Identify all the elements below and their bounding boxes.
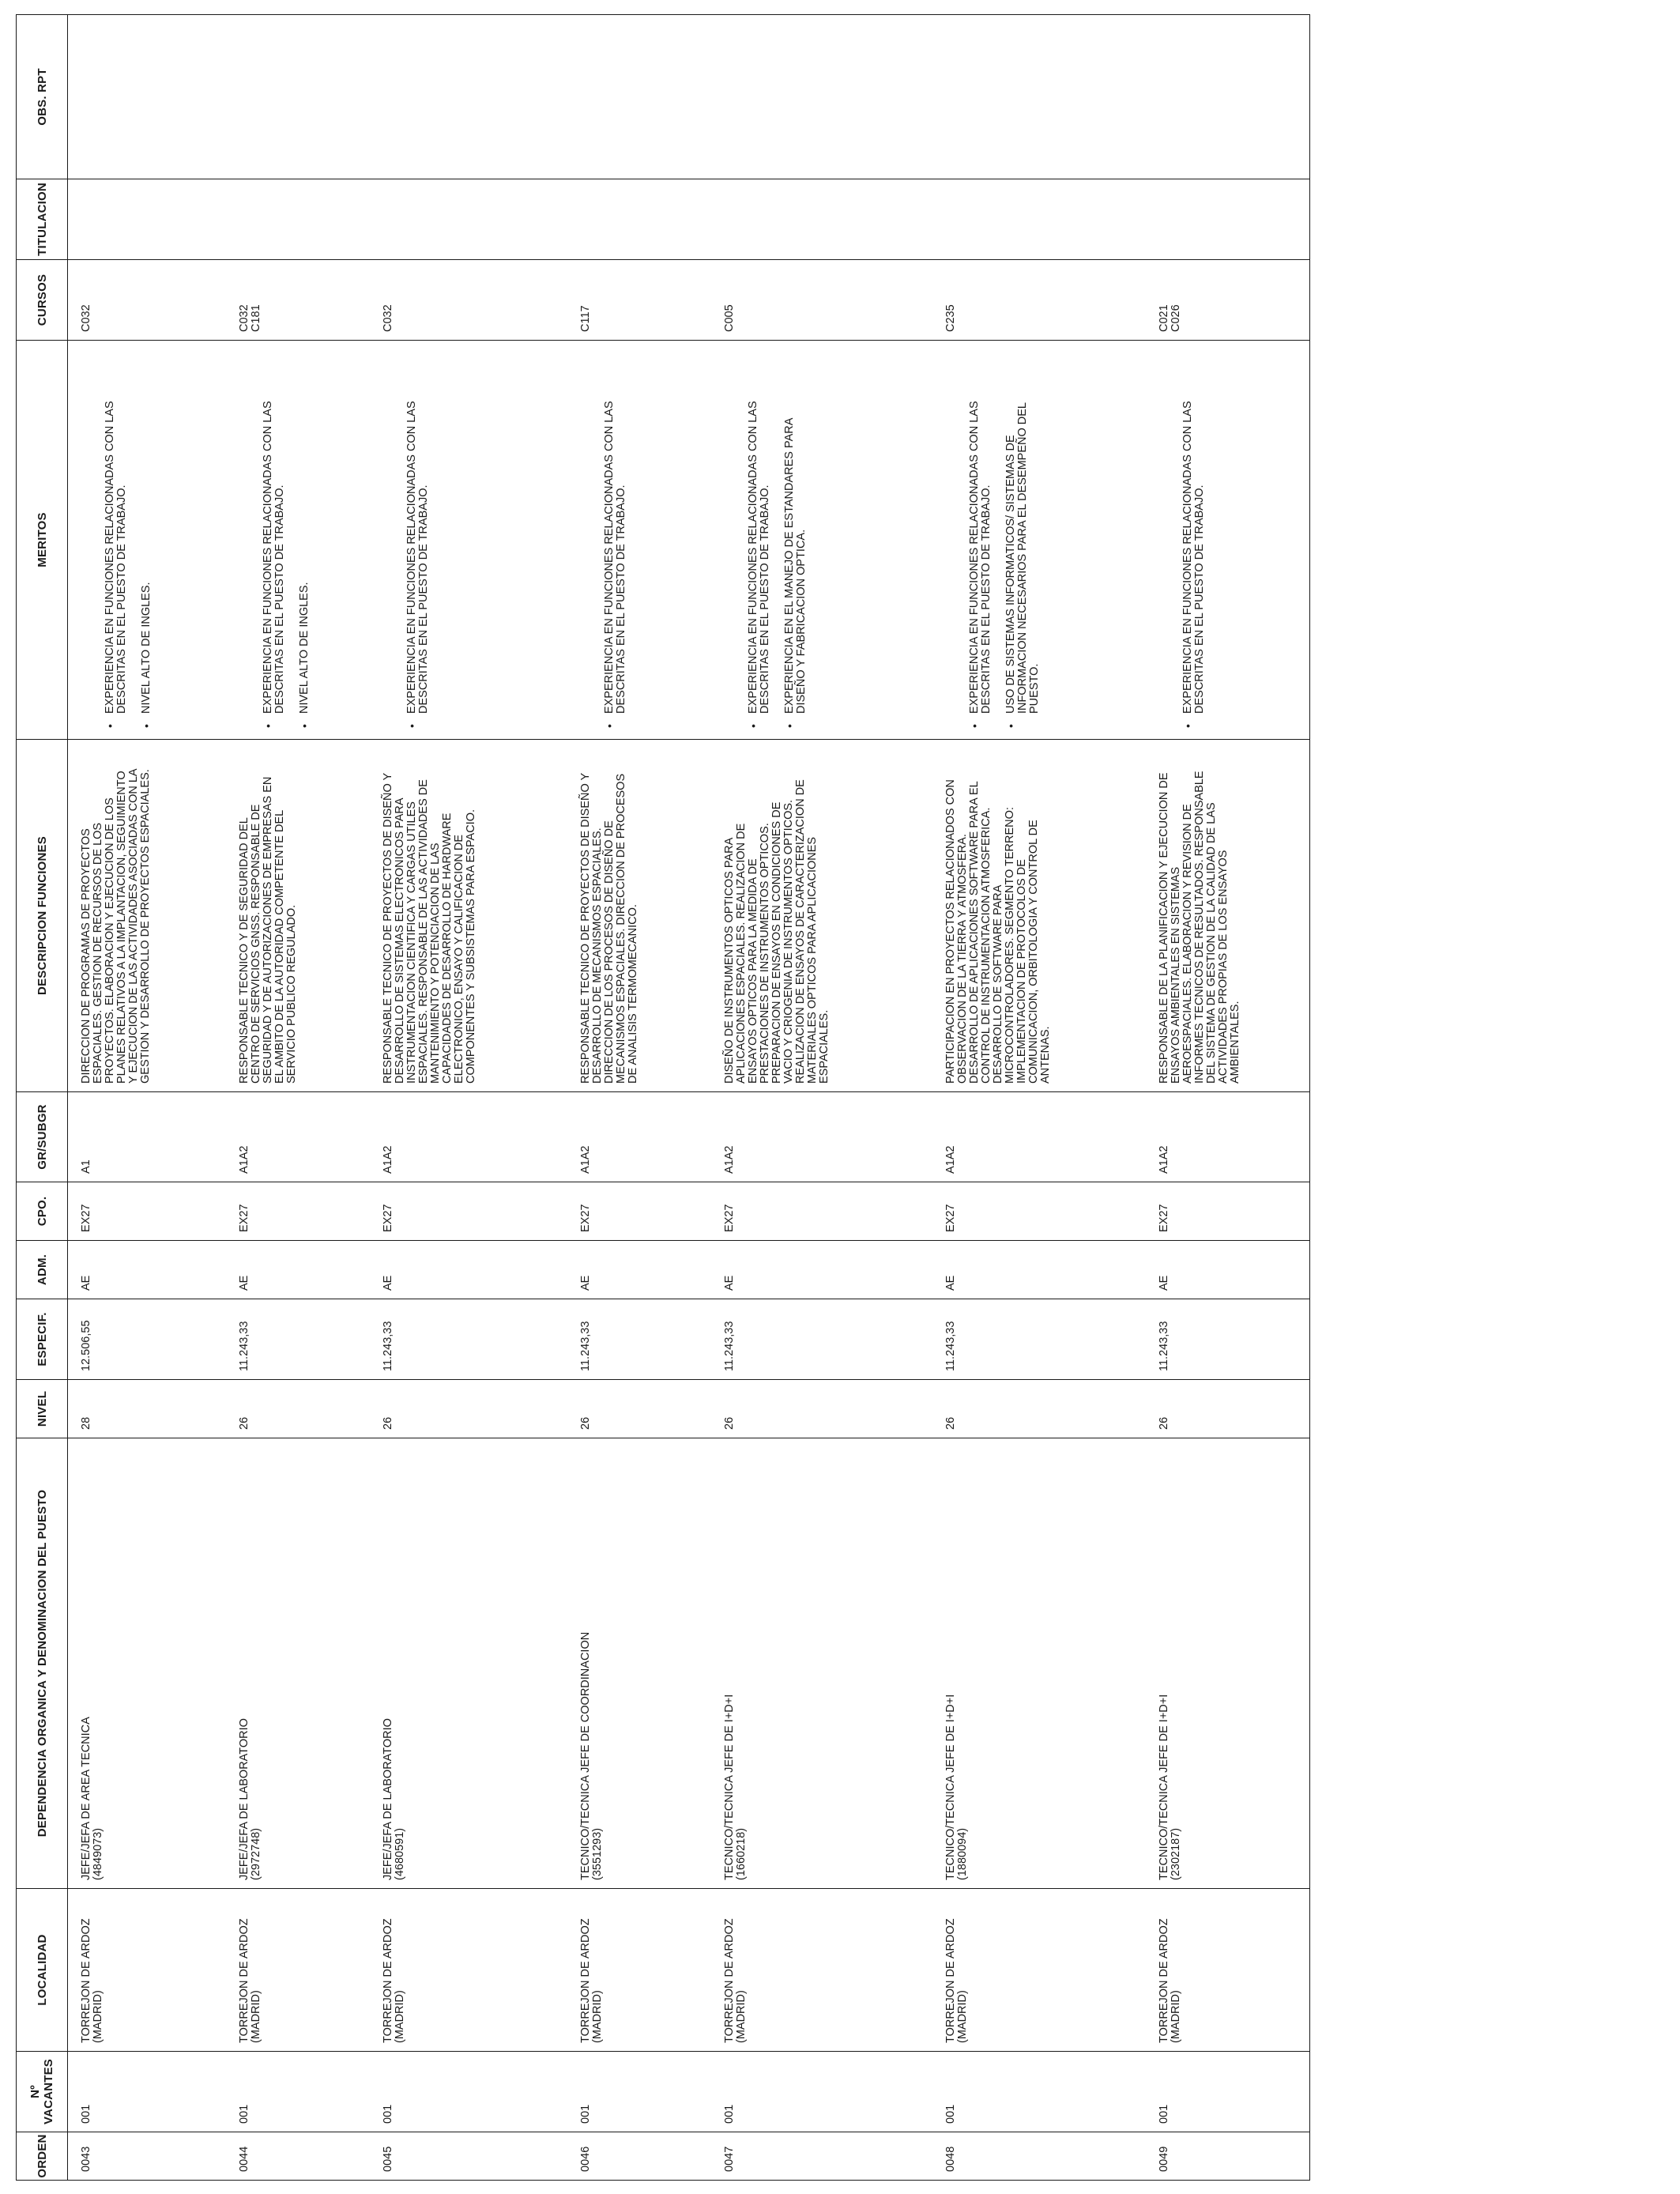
cell-adm: AE [68, 1241, 226, 1299]
cell-adm: AE [567, 1241, 711, 1299]
cell-cursos: C117 [567, 260, 711, 341]
cell-localidad: TORREJON DE ARDOZ (MADRID) [226, 1889, 370, 2052]
cell-meritos [226, 341, 370, 740]
merito-item [297, 349, 311, 728]
cell-titulacion [711, 179, 932, 260]
cell-cursos: C032 [68, 260, 226, 341]
header-titulacion: TITULACION [17, 179, 68, 260]
cell-localidad: TORREJON DE ARDOZ (MADRID) [68, 1889, 226, 2052]
cell-especif: 11.243,33 [370, 1299, 567, 1380]
cell-dependencia: JEFE/JEFA DE AREA TECNICA (4849073) [68, 1438, 226, 1889]
cell-meritos [567, 341, 711, 740]
merito-item [405, 349, 430, 728]
cell-adm: AE [932, 1241, 1146, 1299]
table-row [1146, 15, 1310, 2181]
header-localidad: LOCALIDAD [17, 1889, 68, 2052]
merito-text: NIVEL ALTO DE INGLES. [140, 582, 153, 714]
cell-obs [932, 15, 1146, 179]
merito-text: EXPERIENCIA EN FUNCIONES RELACIONADAS CON LAS DESCRITAS EN EL PUESTO DE TRABAJO. [746, 401, 771, 714]
merito-item [602, 349, 627, 728]
cell-vacantes: 001 [567, 2052, 711, 2132]
table-row [932, 15, 1146, 2181]
header-grupo: GR/SUBGR [17, 1092, 68, 1182]
header-meritos: MERITOS [17, 341, 68, 740]
cell-orden: 0049 [1146, 2132, 1310, 2181]
cell-adm: AE [1146, 1241, 1310, 1299]
table-row [711, 15, 932, 2181]
cell-especif: 11.243,33 [226, 1299, 370, 1380]
cell-funciones: PARTICIPACION EN PROYECTOS RELACIONADOS CON OBSERVACION DE LA TIERRA Y ATMOSFERA. DESARROLLO DE APLICACIONES SOFTWARE PARA EL CONTROL DE INSTRUMENTACION ATMOSFERICA. DESARROLLO DE SOFTWARE PARA MICROCONTROLADORES. SEGMENTO TERRENO: IMPLEMENTACION DE PROTOCOLOS DE COMUNICACION, ORBITOLOGIA Y CONTROL DE ANTENAS. [932, 740, 1146, 1092]
rpt-table [16, 14, 1310, 2181]
header-cpo: CPO. [17, 1182, 68, 1241]
cell-nivel: 26 [226, 1380, 370, 1438]
cell-dependencia: TECNICO/TECNICA JEFE DE I+D+I (1880094) [932, 1438, 1146, 1889]
cell-cpo: EX27 [68, 1182, 226, 1241]
cell-obs [226, 15, 370, 179]
cell-titulacion [932, 179, 1146, 260]
cell-nivel: 26 [370, 1380, 567, 1438]
table-row [226, 15, 370, 2181]
cell-orden: 0043 [68, 2132, 226, 2181]
bullet-icon: • [782, 724, 796, 728]
cell-grupo: A1A2 [226, 1092, 370, 1182]
bullet-icon: • [746, 724, 759, 728]
cell-funciones: RESPONSABLE TECNICO Y DE SEGURIDAD DEL CENTRO DE SERVICIOS GNSS. RESPONSABLE DE SEGURIDAD Y DE AUTORIZACIONES DE EMPRESAS EN EL AMBITO DE LA AUTORIDAD COMPETENTE DEL SERVICIO PUBLICO REGULADO. [226, 740, 370, 1092]
table-row [370, 15, 567, 2181]
cell-localidad: TORREJON DE ARDOZ (MADRID) [1146, 1889, 1310, 2052]
cell-grupo: A1A2 [1146, 1092, 1310, 1182]
header-obs: OBS. RPT [17, 15, 68, 179]
merito-text: EXPERIENCIA EN FUNCIONES RELACIONADAS CON LAS DESCRITAS EN EL PUESTO DE TRABAJO. [1181, 401, 1206, 714]
merito-text: EXPERIENCIA EN FUNCIONES RELACIONADAS CON LAS DESCRITAS EN EL PUESTO DE TRABAJO. [967, 401, 993, 714]
cell-especif: 11.243,33 [932, 1299, 1146, 1380]
merito-item [1004, 349, 1041, 728]
cell-grupo: A1A2 [711, 1092, 932, 1182]
cell-titulacion [68, 179, 226, 260]
cell-grupo: A1A2 [567, 1092, 711, 1182]
cell-titulacion [226, 179, 370, 260]
cell-grupo: A1A2 [932, 1092, 1146, 1182]
cell-orden: 0044 [226, 2132, 370, 2181]
cell-dependencia: JEFE/JEFA DE LABORATORIO (2972748) [226, 1438, 370, 1889]
cell-obs [711, 15, 932, 179]
merito-item [261, 349, 286, 728]
cell-meritos [1146, 341, 1310, 740]
header-cursos: CURSOS [17, 260, 68, 341]
cell-funciones: RESPONSABLE TECNICO DE PROYECTOS DE DISEÑO Y DESARROLLO DE MECANISMOS ESPACIALES. DIRECCION DE LOS PROCESOS DE DISEÑO DE MECANISMOS ESPACIALES. DIRECCION DE PROCESOS DE ANALISIS TERMOMECANICO. [567, 740, 711, 1092]
cell-vacantes: 001 [370, 2052, 567, 2132]
cell-especif: 11.243,33 [1146, 1299, 1310, 1380]
cell-vacantes: 001 [711, 2052, 932, 2132]
cell-cpo: EX27 [932, 1182, 1146, 1241]
cell-meritos [932, 341, 1146, 740]
table-row [68, 15, 226, 2181]
merito-text: EXPERIENCIA EN FUNCIONES RELACIONADAS CON LAS DESCRITAS EN EL PUESTO DE TRABAJO. [104, 401, 128, 714]
cell-cursos: C032 [370, 260, 567, 341]
merito-item [140, 349, 153, 728]
cell-funciones: RESPONSABLE TECNICO DE PROYECTOS DE DISEÑO Y DESARROLLO DE SISTEMAS ELECTRONICOS PARA INSTRUMENTACION CIENTIFICA Y CARGAS UTILES ESPACIALES. RESPONSABLE DE LAS ACTIVIDADES DE MANTENIMIENTO Y POTENCIACION DE LAS CAPACIDADES DE DESARROLLO DE HARDWARE ELECTRONICO, ENSAYO Y CALIFICACION DE COMPONENTES Y SUBSISTEMAS PARA ESPACIO. [370, 740, 567, 1092]
header-adm: ADM. [17, 1241, 68, 1299]
cell-nivel: 26 [711, 1380, 932, 1438]
bullet-icon: • [261, 724, 274, 728]
cell-especif: 11.243,33 [567, 1299, 711, 1380]
cell-cpo: EX27 [226, 1182, 370, 1241]
cell-orden: 0046 [567, 2132, 711, 2181]
cell-localidad: TORREJON DE ARDOZ (MADRID) [932, 1889, 1146, 2052]
cell-cpo: EX27 [1146, 1182, 1310, 1241]
header-especif: ESPECIF. [17, 1299, 68, 1380]
header-orden: ORDEN [17, 2132, 68, 2181]
merito-item [967, 349, 993, 728]
header-vacantes: Nº VACANTES [17, 2052, 68, 2132]
cell-grupo: A1A2 [370, 1092, 567, 1182]
cell-meritos [711, 341, 932, 740]
cell-nivel: 26 [1146, 1380, 1310, 1438]
cell-funciones: DISEÑO DE INSTRUMENTOS OPTICOS PARA APLICACIONES ESPACIALES. REALIZACION DE ENSAYOS OPTICOS PARA LA MEDIDA DE PRESTACIONES DE INSTRUMENTOS OPTICOS. PREPARACION DE ENSAYOS EN CONDICIONES DE VACIO Y CRIOGENIA DE INSTRUMENTOS OPTICOS. REALIZACION DE ENSAYOS DE CARACTERIZACION DE MATERIALES OPTICOS PARA APLICACIONES ESPACIALES. [711, 740, 932, 1092]
cell-especif: 12.506,55 [68, 1299, 226, 1380]
merito-item [104, 349, 128, 728]
bullet-icon: • [1004, 724, 1017, 728]
cell-dependencia: TECNICO/TECNICA JEFE DE I+D+I (1660218) [711, 1438, 932, 1889]
merito-item [1181, 349, 1206, 728]
merito-text: USO DE SISTEMAS INFORMATICOS/ SISTEMAS DE INFORMACION NECESARIOS PARA EL DESEMPEÑO DEL PUESTO. [1004, 402, 1041, 714]
header-nivel: NIVEL [17, 1380, 68, 1438]
cell-cpo: EX27 [370, 1182, 567, 1241]
cell-cpo: EX27 [711, 1182, 932, 1241]
cell-dependencia: TECNICO/TECNICA JEFE DE I+D+I (2302187) [1146, 1438, 1310, 1889]
cell-localidad: TORREJON DE ARDOZ (MADRID) [370, 1889, 567, 2052]
cell-nivel: 28 [68, 1380, 226, 1438]
cell-localidad: TORREJON DE ARDOZ (MADRID) [711, 1889, 932, 2052]
cell-vacantes: 001 [932, 2052, 1146, 2132]
cell-dependencia: JEFE/JEFA DE LABORATORIO (4680591) [370, 1438, 567, 1889]
bullet-icon: • [602, 724, 616, 728]
cell-adm: AE [226, 1241, 370, 1299]
cell-titulacion [370, 179, 567, 260]
cell-orden: 0045 [370, 2132, 567, 2181]
merito-text: EXPERIENCIA EN EL MANEJO DE ESTANDARES PARA DISEÑO Y FABRICACION OPTICA. [782, 417, 808, 714]
bullet-icon: • [967, 724, 981, 728]
cell-cursos: C005 [711, 260, 932, 341]
cell-grupo: A1 [68, 1092, 226, 1182]
cell-dependencia: TECNICO/TECNICA JEFE DE COORDINACION (3551293) [567, 1438, 711, 1889]
cell-cursos: C032 C181 [226, 260, 370, 341]
merito-text: EXPERIENCIA EN FUNCIONES RELACIONADAS CON LAS DESCRITAS EN EL PUESTO DE TRABAJO. [602, 401, 627, 714]
header-funciones: DESCRIPCION FUNCIONES [17, 740, 68, 1092]
merito-text: EXPERIENCIA EN FUNCIONES RELACIONADAS CON LAS DESCRITAS EN EL PUESTO DE TRABAJO. [261, 401, 286, 714]
cell-titulacion [567, 179, 711, 260]
bullet-icon: • [405, 724, 418, 728]
cell-titulacion [1146, 179, 1310, 260]
bullet-icon: • [140, 724, 153, 728]
cell-cursos: C235 [932, 260, 1146, 341]
cell-meritos [370, 341, 567, 740]
cell-cpo: EX27 [567, 1182, 711, 1241]
cell-obs [370, 15, 567, 179]
cell-cursos: C021 C026 [1146, 260, 1310, 341]
header-row [17, 15, 68, 2181]
cell-adm: AE [370, 1241, 567, 1299]
cell-adm: AE [711, 1241, 932, 1299]
cell-obs [68, 15, 226, 179]
table-row [567, 15, 711, 2181]
cell-meritos [68, 341, 226, 740]
bullet-icon: • [297, 724, 311, 728]
cell-obs [1146, 15, 1310, 179]
cell-especif: 11.243,33 [711, 1299, 932, 1380]
cell-obs [567, 15, 711, 179]
header-dependencia: DEPENDENCIA ORGANICA Y DENOMINACION DEL PUESTO [17, 1438, 68, 1889]
cell-vacantes: 001 [68, 2052, 226, 2132]
merito-item [782, 349, 808, 728]
merito-text: EXPERIENCIA EN FUNCIONES RELACIONADAS CON LAS DESCRITAS EN EL PUESTO DE TRABAJO. [405, 401, 430, 714]
cell-localidad: TORREJON DE ARDOZ (MADRID) [567, 1889, 711, 2052]
cell-orden: 0048 [932, 2132, 1146, 2181]
merito-item [746, 349, 771, 728]
cell-nivel: 26 [932, 1380, 1146, 1438]
cell-vacantes: 001 [226, 2052, 370, 2132]
cell-funciones: RESPONSABLE DE LA PLANIFICACION Y EJECUCION DE ENSAYOS AMBIENTALES EN SISTEMAS AEROESPACIALES. ELABORACION Y REVISION DE INFORMES TECNICOS DE RESULTADOS. RESPONSABLE DEL SISTEMA DE GESTION DE LA CALIDAD DE LAS ACTIVIDADES PROPIAS DE LOS ENSAYOS AMBIENTALES. [1146, 740, 1310, 1092]
cell-nivel: 26 [567, 1380, 711, 1438]
cell-vacantes: 001 [1146, 2052, 1310, 2132]
cell-funciones: DIRECCION DE PROGRAMAS DE PROYECTOS ESPACIALES. GESTION DE RECURSOS DE LOS PROYECTOS. ELABORACION Y EJECUCION DE LOS PLANES RELATIVOS A LA IMPLANTACION, SEGUIMIENTO Y EJECUCION DE LAS ACTIVIDADES ASOCIADAS CON LA GESTION Y DESARROLLO DE PROYECTOS ESPACIALES. [68, 740, 226, 1092]
merito-text: NIVEL ALTO DE INGLES. [297, 582, 311, 714]
bullet-icon: • [1181, 724, 1194, 728]
cell-orden: 0047 [711, 2132, 932, 2181]
bullet-icon: • [104, 724, 116, 728]
